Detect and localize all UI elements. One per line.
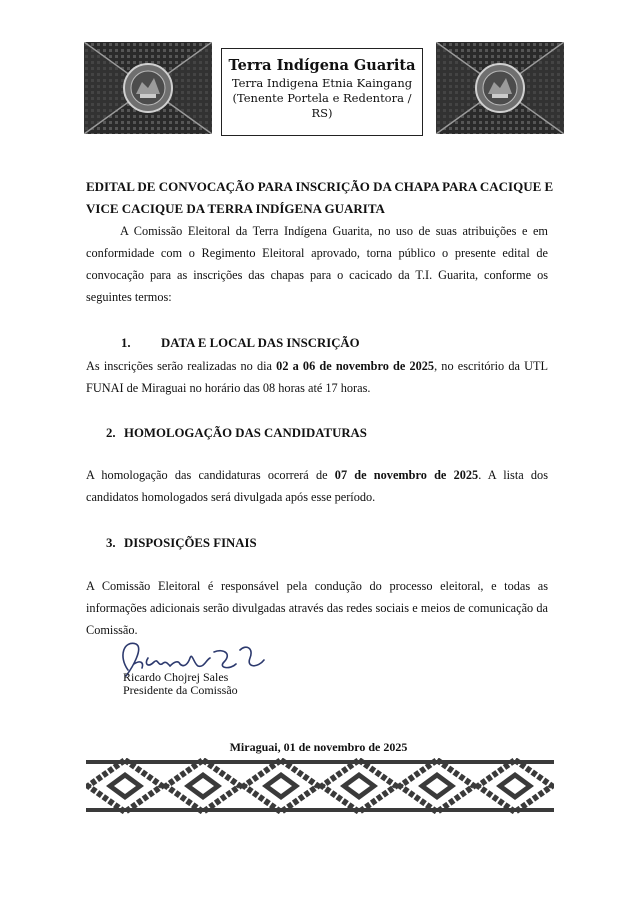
section-number: 2. — [106, 426, 116, 440]
edital-intro: A Comissão Eleitoral da Terra Indígena Guarita, no uso de suas atribuições e em conformidade com o Regimento Eleitoral aprovado, torna público o presente edital de convocação para as inscrições das chapas para o cacicado da T.I. Guarita, conforme os seguintes termos: — [86, 224, 548, 304]
section-heading: DISPOSIÇÕES FINAIS — [124, 536, 257, 550]
text-segment: As inscrições serão realizadas no dia — [86, 359, 277, 373]
section-2-title — [106, 424, 367, 442]
place-date: Miraguai, 01 de novembro de 2025 — [229, 740, 408, 754]
edital-heading-line2: VICE CACIQUE DA TERRA INDÍGENA GUARITA — [86, 201, 385, 216]
date: 07 de novembro de 2025 — [334, 468, 479, 482]
indigenous-border-pattern — [86, 758, 554, 814]
section-1-title — [121, 334, 360, 352]
section-number: 3. — [106, 536, 116, 550]
edital-heading-line1: EDITAL DE CONVOCAÇÃO PARA INSCRIÇÃO DA CHAPA PARA CACIQUE E — [86, 179, 554, 194]
text-segment: . A lista dos candidatos homologados será divulgada após esse período. — [86, 468, 548, 504]
section-heading: DATA E LOCAL DAS INSCRIÇÃO — [161, 336, 360, 350]
indigenous-pattern-icon — [84, 42, 212, 134]
section-1-text — [86, 355, 548, 399]
text-segment: , no escritório da UTL FUNAI de Miraguai no horário das 08 horas até 17 horas. — [86, 359, 549, 395]
signatory-name: Ricardo Chojrej Sales — [123, 670, 229, 684]
document-title: Terra Indígena Guarita — [228, 57, 416, 74]
emblem-right — [436, 42, 564, 134]
section-number: 1. — [121, 336, 131, 350]
date-range: 02 a 06 de novembro de 2025 — [276, 359, 435, 373]
section-heading: HOMOLOGAÇÃO DAS CANDIDATURAS — [124, 426, 367, 440]
document-subtitle: Terra Indigena Etnia Kaingang (Tenente Portela e Redentora / RS) — [231, 76, 413, 120]
section-3-text: A Comissão Eleitoral é responsável pela condução do processo eleitoral, e todas as informações adicionais serão divulgadas através das redes sociais e meios de comunicação da Comissão. — [86, 579, 548, 637]
title-box — [221, 48, 423, 136]
signatory-role: Presidente da Comissão — [123, 683, 238, 697]
emblem-left — [84, 42, 212, 134]
text-segment: A homologação das candidaturas ocorrerá de — [86, 468, 335, 482]
indigenous-pattern-icon — [436, 42, 564, 134]
section-3-title — [106, 534, 257, 552]
section-2-text — [86, 464, 548, 508]
